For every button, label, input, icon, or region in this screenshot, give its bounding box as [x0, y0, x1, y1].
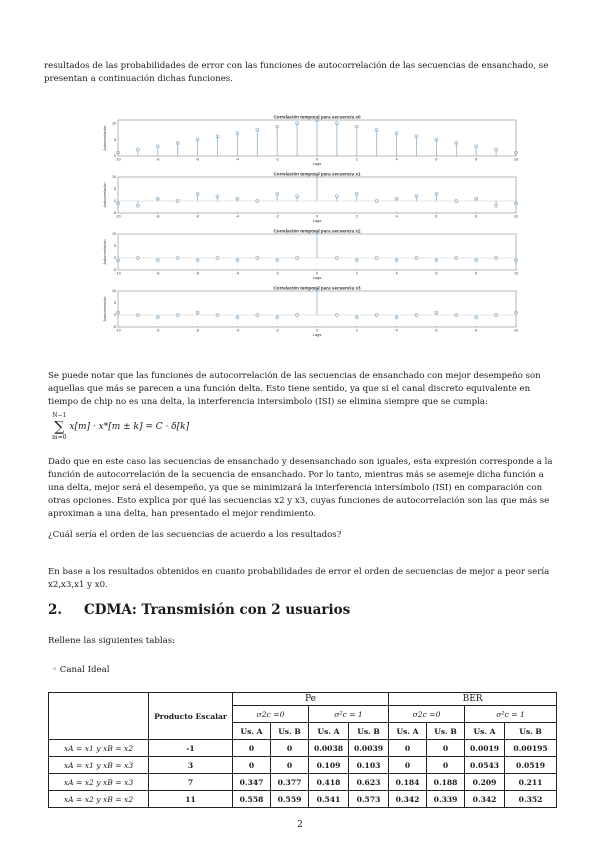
cell-value: 0.559 — [271, 791, 309, 808]
x-tick-label: -2 — [275, 157, 279, 162]
header-us-a: Us. A — [309, 723, 349, 740]
x-tick-label: 2 — [355, 214, 358, 219]
y-tick-label: 10 — [112, 121, 116, 126]
x-tick-label: 0 — [316, 271, 318, 276]
y-tick-label: -5 — [112, 325, 116, 330]
x-tick-label: -8 — [156, 157, 160, 162]
cell-producto: 3 — [149, 757, 233, 774]
header-us-b: Us. B — [505, 723, 557, 740]
cell-value: 0.339 — [427, 791, 465, 808]
formula-body: x[m] · x*[m ± k] = C · δ[k] — [69, 422, 190, 432]
subplot-title: Correlación temporal para secuencia x2 — [273, 228, 361, 234]
x-tick-label: -2 — [275, 328, 279, 333]
x-tick-label: -8 — [156, 271, 160, 276]
table-row — [49, 757, 557, 774]
header-ber: BER — [389, 693, 557, 706]
x-tick-label: 10 — [514, 214, 518, 219]
x-tick-label: -2 — [275, 214, 279, 219]
cell-value: 0.00195 — [505, 740, 557, 757]
y-tick-label: -5 — [112, 268, 116, 273]
sum-lower-limit: m=0 — [52, 434, 67, 441]
cell-producto: 7 — [149, 774, 233, 791]
x-tick-label: 8 — [475, 271, 478, 276]
x-tick-label: -6 — [195, 271, 200, 276]
cell-value: 0.418 — [309, 774, 349, 791]
row-label: xA = x1 y xB = x2 — [49, 740, 149, 757]
isi-formula — [52, 412, 189, 442]
cell-value: 0 — [427, 757, 465, 774]
cell-value: 0.211 — [505, 774, 557, 791]
header-us-b: Us. B — [271, 723, 309, 740]
x-tick-label: -4 — [235, 328, 240, 333]
y-tick-label: 5 — [114, 187, 116, 192]
cell-value: 0.0543 — [465, 757, 505, 774]
subplot-title: Correlación temporal para secuencia x1 — [273, 171, 361, 177]
x-tick-label: 6 — [435, 328, 438, 333]
cell-value: 0.377 — [271, 774, 309, 791]
x-tick-label: -4 — [235, 271, 240, 276]
answer-text: En base a los resultados obtenidos en cuanto probabilidades de error el orden de secuencias de mejor a peor sería x2,x3,x1 y x0. — [48, 567, 550, 590]
section-heading — [48, 602, 350, 618]
paragraph-analysis: Dado que en este caso las secuencias de ensanchado y desensanchado son iguales, esta expresión corresponde a la función de autocorrelación de la secuencia de ensanchado. Por lo tanto, mientras más se asemeje dicha función a una delta, mejor será el desempeño, ya que se minimizará la interferencia intersímbolo (ISI) en comparación con otras opciones. Esto explica por qué las secuencias x2 y x3, cuyas funciones de autocorrelación son las que más se aproximan a una delta, han presentado el mejor rendimiento. — [48, 457, 553, 519]
y-tick-label: 0 — [114, 199, 116, 204]
cell-value: 0.184 — [389, 774, 427, 791]
sum-symbol: ∑ — [54, 419, 65, 435]
y-tick-label: 10 — [112, 232, 116, 237]
x-tick-label: -10 — [115, 328, 121, 333]
x-axis-label: Lags — [312, 332, 322, 337]
header-ber-sigma1: σ²c = 1 — [465, 706, 557, 723]
question-text: ¿Cuál sería el orden de las secuencias de acuerdo a los resultados? — [48, 530, 342, 540]
x-tick-label: 6 — [435, 214, 438, 219]
section-number: 2. — [48, 602, 63, 618]
x-tick-label: -10 — [115, 271, 121, 276]
cell-value: 0.188 — [427, 774, 465, 791]
x-tick-label: -6 — [195, 157, 200, 162]
row-label: xA = x2 y xB = x3 — [49, 774, 149, 791]
x-tick-label: 0 — [316, 157, 318, 162]
cell-value: 0.342 — [389, 791, 427, 808]
x-tick-label: 4 — [395, 328, 398, 333]
x-axis-label: Lags — [312, 161, 322, 166]
cell-value: 0 — [233, 740, 271, 757]
table-row — [49, 774, 557, 791]
header-us-a: Us. A — [389, 723, 427, 740]
table-corner-cell — [49, 693, 149, 740]
x-tick-label: -2 — [275, 271, 279, 276]
y-tick-label: 10 — [112, 289, 116, 294]
cell-value: 0.342 — [465, 791, 505, 808]
x-tick-label: 0 — [316, 328, 318, 333]
x-tick-label: 2 — [355, 328, 358, 333]
intro-paragraph: resultados de las probabilidades de error con las funciones de autocorrelación de las secuencias de ensanchado, se presentan a continuación dichas funciones. — [44, 61, 549, 84]
x-tick-label: 6 — [435, 157, 438, 162]
x-tick-label: -8 — [156, 328, 160, 333]
header-ber-sigma0: σ2c =0 — [389, 706, 465, 723]
y-tick-label: 0 — [114, 256, 116, 261]
header-us-a: Us. A — [233, 723, 271, 740]
sum-upper-limit: N−1 — [52, 412, 67, 419]
x-tick-label: 4 — [395, 271, 398, 276]
cell-value: 0.352 — [505, 791, 557, 808]
autocorrelation-plots — [96, 112, 528, 340]
cell-value: 0.558 — [233, 791, 271, 808]
cell-value: 0 — [233, 757, 271, 774]
instruction-text: Rellene las siguientes tablas: — [48, 636, 176, 646]
x-tick-label: -8 — [156, 214, 160, 219]
row-label: xA = x1 y xB = x3 — [49, 757, 149, 774]
y-tick-label: 5 — [114, 301, 116, 306]
cell-value: 0.0019 — [465, 740, 505, 757]
x-tick-label: -6 — [195, 214, 200, 219]
cell-value: 0 — [389, 757, 427, 774]
y-tick-label: 5 — [114, 137, 116, 142]
y-axis-label: Autocorrelación — [103, 182, 107, 208]
row-label: xA = x2 y xB = x2 — [49, 791, 149, 808]
cell-value: 0.0038 — [309, 740, 349, 757]
y-tick-label: 10 — [112, 175, 116, 180]
x-tick-label: 0 — [316, 214, 318, 219]
paragraph-delta: Se puede notar que las funciones de autocorrelación de las secuencias de ensanchado con mejor desempeño son aquellas que más se parecen a una función delta. Esto tiene sentido, ya que si el canal discreto equivalente en tiempo de chip no es una delta, la interferencia intersímbolo (ISI) se elimina siempre que se cumpla: — [48, 371, 541, 407]
cell-value: 0.347 — [233, 774, 271, 791]
x-tick-label: -10 — [115, 214, 121, 219]
table-row — [49, 791, 557, 808]
x-tick-label: 10 — [514, 157, 518, 162]
x-tick-label: 8 — [475, 328, 478, 333]
cell-value: 0.103 — [349, 757, 389, 774]
page-number: 2 — [297, 820, 303, 830]
y-tick-label: 0 — [114, 154, 116, 159]
y-axis-label: Autocorrelación — [103, 296, 107, 322]
y-axis-label: Autocorrelación — [103, 239, 107, 265]
cell-value: 0 — [271, 740, 309, 757]
subplot-title: Correlación temporal para secuencia x0 — [273, 114, 361, 120]
x-axis-label: Lags — [312, 275, 322, 280]
cell-value: 0 — [389, 740, 427, 757]
x-tick-label: -10 — [115, 157, 121, 162]
cell-value: 0.623 — [349, 774, 389, 791]
y-tick-label: 0 — [114, 313, 116, 318]
x-tick-label: 6 — [435, 271, 438, 276]
cell-producto: 11 — [149, 791, 233, 808]
header-pe: Pe — [233, 693, 389, 706]
autocorrelation-figure — [96, 112, 528, 340]
y-tick-label: 5 — [114, 244, 116, 249]
x-tick-label: 4 — [395, 157, 398, 162]
cell-producto: -1 — [149, 740, 233, 757]
table-row — [49, 740, 557, 757]
x-tick-label: 10 — [514, 271, 518, 276]
header-us-b: Us. B — [427, 723, 465, 740]
x-tick-label: -4 — [235, 157, 240, 162]
header-pe-sigma1: σ²c = 1 — [309, 706, 389, 723]
x-tick-label: -4 — [235, 214, 240, 219]
y-axis-label: Autocorrelación — [103, 125, 107, 151]
results-table — [48, 692, 557, 808]
cell-value: 0 — [271, 757, 309, 774]
cell-value: 0.109 — [309, 757, 349, 774]
x-tick-label: -6 — [195, 328, 200, 333]
cell-value: 0.573 — [349, 791, 389, 808]
x-tick-label: 2 — [355, 271, 358, 276]
cell-value: 0.541 — [309, 791, 349, 808]
cell-value: 0.0519 — [505, 757, 557, 774]
section-title: CDMA: Transmisión con 2 usuarios — [84, 602, 351, 618]
cell-value: 0.0039 — [349, 740, 389, 757]
bullet-canal-ideal: ◦ Canal Ideal — [52, 665, 110, 675]
y-tick-label: -5 — [112, 211, 116, 216]
x-axis-label: Lags — [312, 218, 322, 223]
header-producto: Producto Escalar — [149, 693, 233, 740]
x-tick-label: 10 — [514, 328, 518, 333]
results-body — [49, 740, 557, 808]
cell-value: 0.209 — [465, 774, 505, 791]
header-us-a: Us. A — [465, 723, 505, 740]
x-tick-label: 8 — [475, 214, 478, 219]
x-tick-label: 4 — [395, 214, 398, 219]
header-us-b: Us. B — [349, 723, 389, 740]
x-tick-label: 2 — [355, 157, 358, 162]
header-pe-sigma0: σ2c =0 — [233, 706, 309, 723]
cell-value: 0 — [427, 740, 465, 757]
subplot-title: Correlación temporal para secuencia x3 — [273, 285, 361, 291]
x-tick-label: 8 — [475, 157, 478, 162]
